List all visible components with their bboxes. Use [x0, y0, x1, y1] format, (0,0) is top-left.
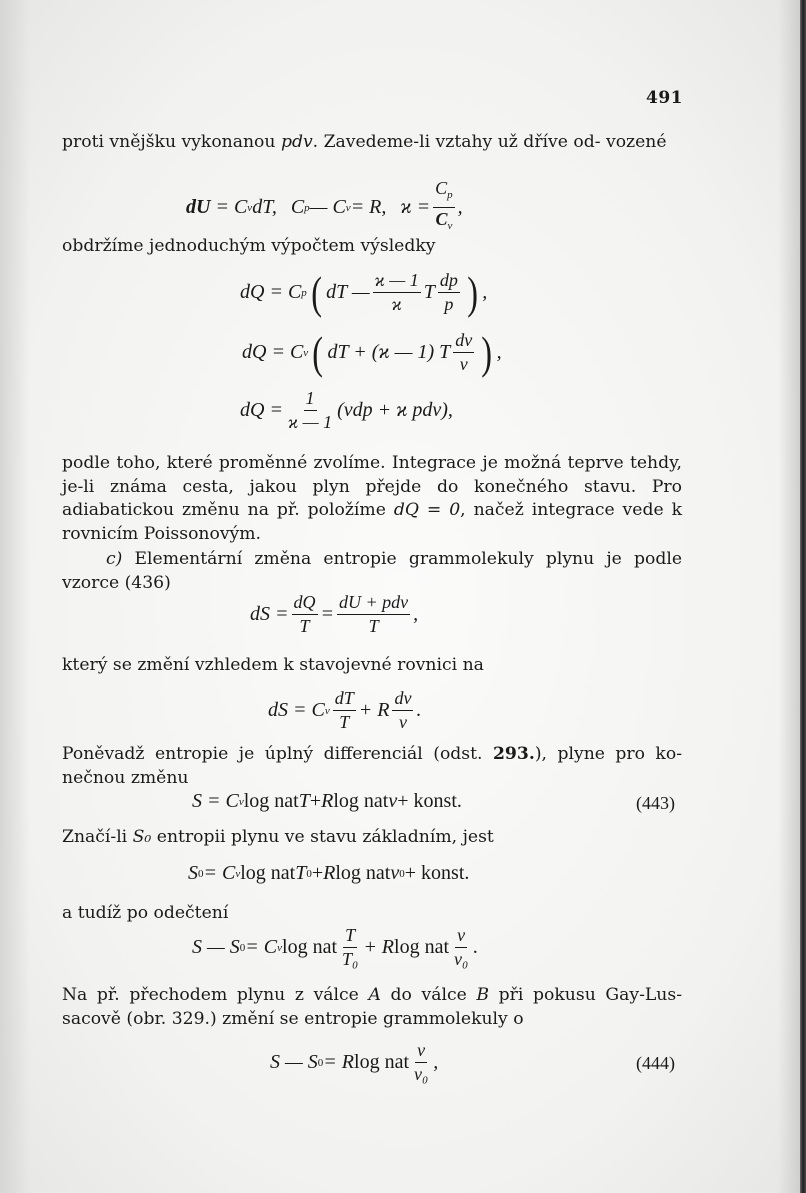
equation-entropy-difference: S — S 0 = C v log nat $\frac{T}{\text{T₀}}$ + R log nat $\frac{v}{\text{v₀}}$ . [192, 925, 479, 969]
equation-dq-cp: dQ = C p ( dT — $\frac{ϰ — 1}{ϰ}$ T $\frac{dp}{p}$ ) , [240, 266, 488, 318]
equation-ds-cv: dS = C v $\frac{dT}{T}$ + R $\frac{dv}{v}$ . [268, 688, 422, 732]
equation-444: S — S 0 = R log nat $\frac{v}{\text{v₀}}$ , [270, 1040, 439, 1084]
equation-dq-cv: dQ = C v ( dT + (ϰ — 1) T $\frac{dv}{v}$ ) , [242, 326, 502, 378]
paragraph-intro: proti vnějšku vykonanou pdv. Zavedeme-li vztahy už dříve od- vozené [62, 132, 667, 152]
paragraph-results: obdržíme jednoduchým výpočtem výsledky [62, 236, 436, 256]
paragraph-gay-lussac: Na př. přechodem plynu z válce A do válce B při pokusu Gay-Lus- sacově (obr. 329.) změní se entropie grammolekuly o [62, 985, 683, 1029]
fraction-cp-cv: $\frac{C_p}{C_v}$ [435, 178, 453, 232]
page-edge-shade [778, 0, 800, 1193]
equation-relations: dU = C v dT, C p — C v = R, ϰ = $\frac{C_p}{C_v}$ , [186, 178, 463, 237]
page-edge [800, 0, 806, 1193]
binding-shadow [0, 0, 30, 1193]
page-number: 491 [646, 88, 683, 108]
equation-s0: S 0 = C v log nat T 0 + R log nat v 0 + konst. [188, 862, 470, 884]
paragraph-state-equation: který se změní vzhledem k stavojevné rovnici na [62, 655, 484, 675]
paragraph-base-state: Značí-li S₀ entropii plynu ve stavu základním, jest [62, 827, 494, 847]
equation-number-443: (443) [636, 793, 675, 813]
paragraph-total-differential: Poněvadž entropie je úplný differenciál (odst. 293.), plyne pro ko- nečnou změnu [62, 744, 682, 788]
paragraph-entropy-change: c) Elementární změna entropie grammolekuly plynu je podle vzorce (436) [62, 549, 682, 593]
equation-number-444: (444) [636, 1053, 675, 1073]
equation-ds-dq: dS = $\frac{dQ}{T}$ = $\frac{\text{dU + pdv}}{T}$ , [250, 592, 419, 636]
equation-dq-kappa: dQ = $\frac{1}{ϰ — 1}$ (vdp + ϰ pdv), [240, 388, 453, 432]
paragraph-integration: podle toho, které proměnné zvolíme. Integrace je možná teprve tehdy, je-li známa cesta, jakou plyn přejde do konečného stavu. Pro adiabatickou změnu na př. položíme dQ = 0, načež integrace vede k rovnicím Poissonovým. [62, 453, 682, 544]
equation-443: S = C v log nat T + R log nat v + konst. [192, 790, 462, 812]
paragraph-subtraction: a tudíž po odečtení [62, 903, 229, 923]
